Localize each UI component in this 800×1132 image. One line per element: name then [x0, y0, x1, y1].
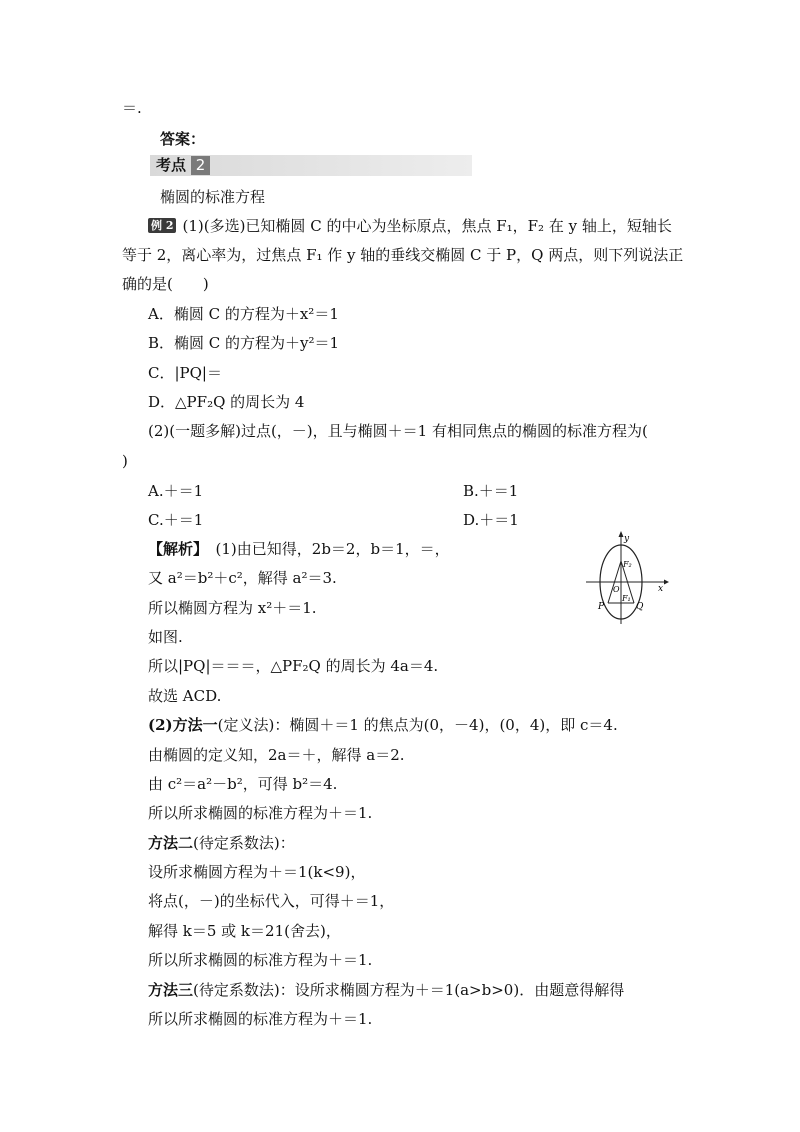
example-line-3: 确的是( ) [122, 275, 209, 293]
solution-line-4: 如图. [148, 628, 183, 646]
method-3-head: 方法三 [148, 981, 194, 999]
ellipse-figure [584, 530, 674, 625]
method-1-text: (定义法)：椭圆＋＝1 的焦点为(0，－4)，(0，4)，即 c＝4. [217, 716, 618, 734]
method-2-line-5: 所以所求椭圆的标准方程为＋＝1. [148, 951, 373, 969]
topic-banner [150, 155, 472, 176]
label-p: P [598, 602, 605, 612]
example-line-2: 等于 2，离心率为，过焦点 F₁ 作 y 轴的垂线交椭圆 C 于 P，Q 两点，则下列说法正 [122, 246, 684, 264]
solution-line-2: 又 a²＝b²＋c²，解得 a²＝3. [148, 569, 337, 587]
q2-option-a: A.＋＝1 [148, 482, 204, 500]
method-2-line-4: 解得 k＝5 或 k＝21(舍去)， [148, 922, 341, 940]
question-2-line-1: (2)(一题多解)过点(，－)，且与椭圆＋＝1 有相同焦点的椭圆的标准方程为( [148, 422, 648, 440]
y-axis-arrow [619, 531, 624, 537]
solution-line-5: 所以|PQ|＝＝＝，△PF₂Q 的周长为 4a＝4. [148, 657, 439, 675]
topic-label: 考点 [156, 156, 187, 174]
solution-text-1: (1)由已知得，2b＝2，b＝1，＝， [215, 540, 450, 558]
method-3-line-2: 所以所求椭圆的标准方程为＋＝1. [148, 1010, 373, 1028]
label-x: x [658, 584, 664, 594]
label-q: Q [636, 602, 644, 612]
option-b: B．椭圆 C 的方程为＋y²＝1 [148, 334, 340, 352]
topic-title: 椭圆的标准方程 [160, 188, 266, 206]
solution-head: 【解析】 [148, 540, 201, 558]
method-1-head: (2)方法一 [148, 716, 218, 734]
method-2-line-1 [148, 832, 295, 854]
solution-line-3: 所以椭圆方程为 x²＋＝1. [148, 599, 317, 617]
label-f2: F₂ [623, 560, 632, 569]
solution-line-1 [148, 538, 450, 560]
method-2-line-3: 将点(，－)的坐标代入，可得＋＝1， [148, 892, 395, 910]
line-equals: ＝. [122, 99, 142, 117]
question-2-line-2: ) [122, 452, 128, 470]
q2-option-b: B.＋＝1 [463, 482, 519, 500]
option-d: D．△PF₂Q 的周长为 4 [148, 393, 305, 411]
option-a: A．椭圆 C 的方程为＋x²＝1 [148, 305, 339, 323]
answer-label: 答案： [160, 130, 206, 148]
label-f1: F₁ [622, 594, 631, 603]
method-2-line-2: 设所求椭圆方程为＋＝1(k<9)， [148, 863, 366, 881]
topic-number: 2 [191, 156, 210, 175]
method-2-head: 方法二 [148, 834, 194, 852]
example-text-1: (1)(多选)已知椭圆 C 的中心为坐标原点，焦点 F₁，F₂ 在 y 轴上，短轴长 [182, 217, 672, 235]
option-c: C．|PQ|＝ [148, 364, 222, 382]
q2-option-c: C.＋＝1 [148, 511, 204, 529]
q2-option-d: D.＋＝1 [463, 511, 519, 529]
method-1-line-3: 由 c²＝a²－b²，可得 b²＝4. [148, 775, 338, 793]
method-3-line-1 [148, 979, 624, 1001]
method-1-line-4: 所以所求椭圆的标准方程为＋＝1. [148, 804, 373, 822]
solution-line-6: 故选 ACD. [148, 687, 222, 705]
method-3-text: (待定系数法)：设所求椭圆方程为＋＝1(a>b>0)．由题意得解得 [193, 981, 625, 999]
method-1-line-2: 由椭圆的定义知，2a＝＋，解得 a＝2. [148, 746, 405, 764]
example-line-1 [148, 215, 672, 237]
example-badge: 例 2 [148, 218, 176, 233]
x-axis-arrow [664, 580, 669, 585]
method-1-line-1 [148, 714, 618, 736]
label-y: y [624, 534, 630, 544]
method-2-text: (待定系数法)： [193, 834, 295, 852]
label-o: O [613, 585, 620, 594]
